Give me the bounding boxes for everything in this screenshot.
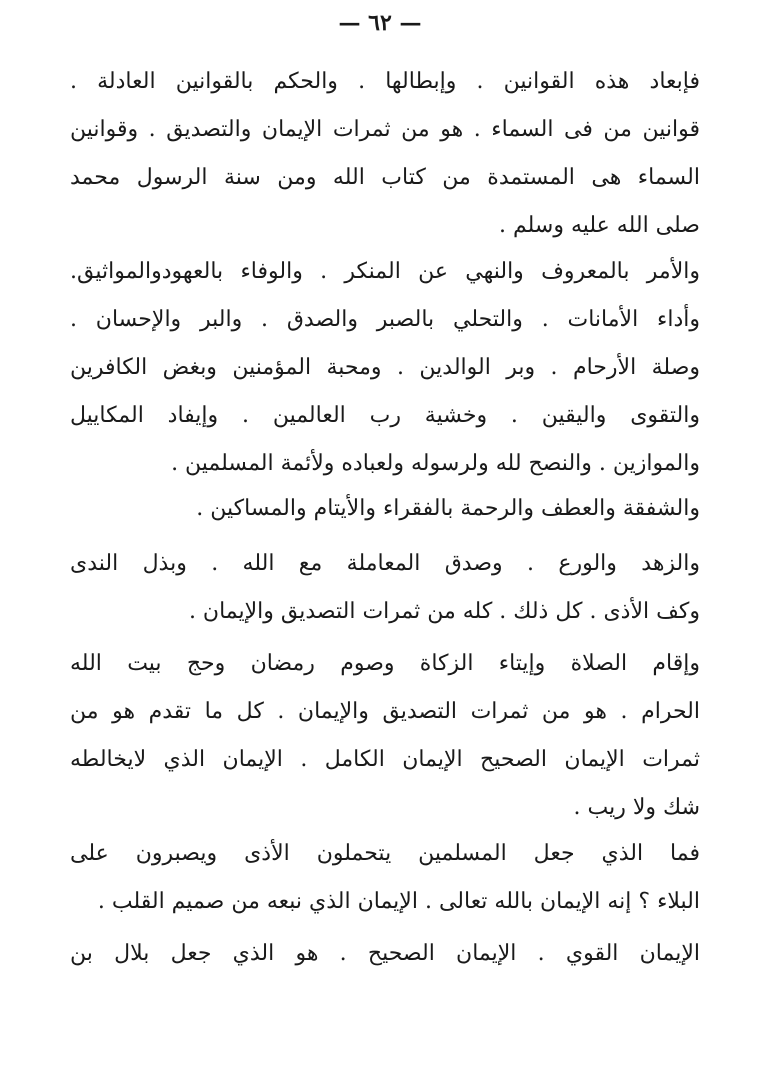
- text-line: السماء هى المستمدة من كتاب الله ومن سنة الرسول محمد: [70, 165, 700, 190]
- text-line: وكف الأذى . كل ذلك . كله من ثمرات التصديق والإيمان .: [188, 599, 700, 624]
- paragraph-6: [70, 830, 700, 926]
- text-line: الحرام . هو من ثمرات التصديق والإيمان . كل ما تقدم هو من: [70, 699, 700, 724]
- text-line: فما الذي جعل المسلمين يتحملون الأذى ويصبرون على: [70, 841, 700, 866]
- paragraph-7: [70, 930, 700, 978]
- text-line: والتقوى واليقين . وخشية رب العالمين . وإيفاد المكاييل: [70, 403, 700, 428]
- text-line: وأداء الأمانات . والتحلي بالصبر والصدق . والبر والإحسان .: [70, 307, 700, 332]
- text-line: فإبعاد هذه القوانين . وإبطالها . والحكم بالقوانين العادلة .: [70, 69, 700, 94]
- text-line: صلى الله عليه وسلم .: [499, 213, 700, 238]
- paragraph-2: [70, 248, 700, 488]
- text-line: والزهد والورع . وصدق المعاملة مع الله . وبذل الندى: [70, 551, 700, 576]
- text-line: قوانين من فى السماء . هو من ثمرات الإيمان والتصديق . وقوانين: [70, 117, 700, 142]
- text-line: ثمرات الإيمان الصحيح الإيمان الكامل . الإيمان الذي لايخالطه: [70, 747, 700, 772]
- text-line: والشفقة والعطف والرحمة بالفقراء والأيتام والمساكين .: [196, 496, 700, 521]
- paragraph-1: [70, 58, 700, 250]
- text-line: والموازين . والنصح لله ولرسوله ولعباده ولأئمة المسلمين .: [171, 451, 700, 476]
- text-line: وإقام الصلاة وإيتاء الزكاة وصوم رمضان وحج بيت الله: [70, 651, 700, 676]
- page-number: — ٦٢ —: [338, 10, 422, 36]
- text-line: البلاء ؟ إنه الإيمان بالله تعالى . الإيمان الذي نبعه من صميم القلب .: [97, 889, 700, 914]
- text-line: والأمر بالمعروف والنهي عن المنكر . والوفاء بالعهودوالمواثيق.: [70, 259, 700, 284]
- text-line: شك ولا ريب .: [573, 795, 700, 820]
- paragraph-4: [70, 540, 700, 636]
- text-line: وصلة الأرحام . وبر الوالدين . ومحبة المؤمنين وبغض الكافرين: [70, 355, 700, 380]
- paragraph-5: [70, 640, 700, 832]
- paragraph-3: [70, 485, 700, 533]
- text-line: الإيمان القوي . الإيمان الصحيح . هو الذي جعل بلال بن: [70, 941, 700, 966]
